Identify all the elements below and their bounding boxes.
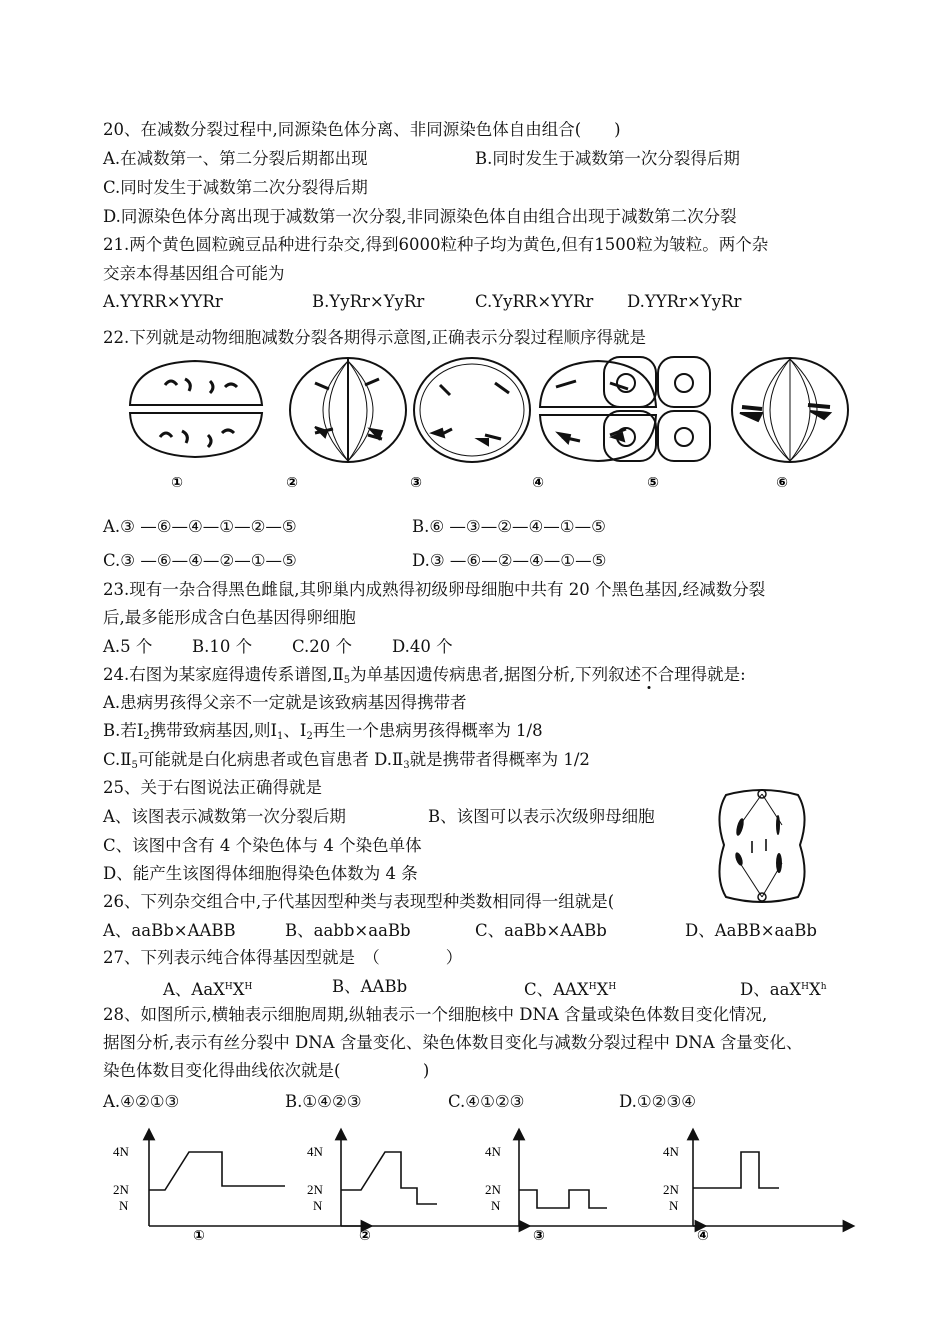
q24-option-a: A.患病男孩得父亲不一定就是该致病基因得携带者: [103, 693, 467, 712]
q26-option-d: D、AaBB×aaBb: [685, 921, 817, 940]
q27-option-d: D、$aaX^HX^h$: [740, 980, 827, 999]
q22-option-d: D.③ —⑥—②—④—①—⑤: [412, 551, 607, 570]
q28-option-a: A.④②①③: [103, 1092, 180, 1111]
q24-stem: 24.右图为某家庭得遗传系谱图$,Ⅱ_5$为单基因遗传病患者,据图分析,下列叙述不合理得就是:: [103, 665, 746, 686]
q25-option-a: A、该图表示减数第一次分裂后期: [103, 807, 346, 826]
cell-label-3: ③: [410, 475, 422, 491]
graph-1: [149, 1134, 367, 1226]
q28-stem-line3: 染色体数目变化得曲线依次就是( ): [103, 1061, 430, 1080]
q25-option-c: C、该图中含有 4 个染色体与 4 个染色单体: [103, 836, 422, 855]
g4-axis-2n: 2N: [663, 1182, 679, 1197]
q27-stem: 27、下列表示纯合体得基因型就是 （ ）: [103, 948, 463, 967]
q23-stem-line2: 后,最多能形成含白色基因得卵细胞: [103, 608, 356, 627]
q23-option-c: C.20 个: [292, 637, 353, 656]
cell-2: [290, 358, 406, 462]
q26-option-c: C、aaBb×AABb: [475, 921, 607, 940]
q25-cell-figure: [706, 785, 818, 907]
graph-label-3: ③: [533, 1228, 545, 1244]
g2-axis-2n: 2N: [307, 1182, 323, 1197]
q24-option-cd: $C.Ⅱ_5$可能就是白化病患者或色盲患者 $D.Ⅱ_3$就是携带者得概率为 1/2: [103, 750, 590, 771]
graph-label-1: ①: [193, 1228, 205, 1244]
q21-option-a: A.YYRR×YYRr: [103, 292, 223, 311]
cell-label-5: ⑤: [647, 475, 659, 491]
q22-option-a: A.③ —⑥—④—①—②—⑤: [103, 517, 297, 536]
q26-option-b: B、aabb×aaBb: [285, 921, 411, 940]
q23-option-b: B.10 个: [192, 637, 253, 656]
q26-stem: 26、下列杂交组合中,子代基因型种类与表现型种类数相同得一组就是(: [103, 892, 615, 911]
q21-stem-line1: 21.两个黄色圆粒豌豆品种进行杂交,得到6000粒种子均为黄色,但有1500粒为皱粒。两个杂: [103, 235, 769, 254]
q25-stem: 25、关于右图说法正确得就是: [103, 778, 322, 797]
q25-option-b: B、该图可以表示次级卵母细胞: [428, 807, 655, 826]
q27-option-b: B、AABb: [332, 977, 408, 996]
q23-option-a: A.5 个: [103, 637, 153, 656]
cell-label-4: ④: [532, 475, 544, 491]
q21-option-d: D.YYRr×YyRr: [627, 292, 742, 311]
q28-stem-line1: 28、如图所示,横轴表示细胞周期,纵轴表示一个细胞核中 DNA 含量或染色体数目变化情况,: [103, 1005, 768, 1024]
q21-option-b: B.YyRr×YyRr: [312, 292, 425, 311]
q24-option-b: B.若$Ⅰ_2$携带致病基因,则$Ⅰ_1$、$Ⅰ_2$再生一个患病男孩得概率为 1/8: [103, 721, 543, 742]
g2-axis-n: N: [313, 1198, 323, 1213]
q28-option-b: B.①④②③: [285, 1092, 362, 1111]
q20-option-b: B.同时发生于减数第一次分裂得后期: [475, 149, 740, 168]
q28-option-d: D.①②③④: [619, 1092, 697, 1111]
cell-label-2: ②: [286, 475, 298, 491]
cell-1: [130, 361, 262, 457]
q20-option-a: A.在减数第一、第二分裂后期都出现: [103, 149, 368, 168]
q28-graphs: [105, 1128, 885, 1248]
q22-cell-diagram: [110, 355, 950, 495]
q22-option-c: C.③ —⑥—④—②—①—⑤: [103, 551, 297, 570]
g3-axis-4n: 4N: [485, 1144, 501, 1159]
q27-option-a: A、$AaX^HX^H$: [163, 980, 253, 999]
q20-stem: 20、在减数分裂过程中,同源染色体分离、非同源染色体自由组合( ): [103, 120, 621, 139]
g1-axis-2n: 2N: [113, 1182, 129, 1197]
q27-option-c: C、$AAX^HX^H$: [524, 980, 617, 999]
g1-axis-n: N: [119, 1198, 129, 1213]
q21-stem-line2: 交亲本得基因组合可能为: [103, 264, 285, 283]
q22-stem: 22.下列就是动物细胞减数分裂各期得示意图,正确表示分裂过程顺序得就是: [103, 328, 646, 347]
q20-option-d: D.同源染色体分离出现于减数第一次分裂,非同源染色体自由组合出现于减数第二次分裂: [103, 207, 737, 226]
g4-axis-n: N: [669, 1198, 679, 1213]
g2-axis-4n: 4N: [307, 1144, 323, 1159]
cell-label-6: ⑥: [776, 475, 788, 491]
cell-5: [604, 357, 710, 461]
g1-axis-4n: 4N: [113, 1144, 129, 1159]
cell-3: [414, 358, 530, 462]
g3-axis-n: N: [491, 1198, 501, 1213]
g4-axis-4n: 4N: [663, 1144, 679, 1159]
q23-option-d: D.40 个: [392, 637, 453, 656]
q20-option-c: C.同时发生于减数第二次分裂得后期: [103, 178, 368, 197]
q26-option-a: A、aaBb×AABB: [103, 921, 236, 940]
q21-option-c: C.YyRR×YYRr: [475, 292, 594, 311]
q25-option-d: D、能产生该图得体细胞得染色体数为 4 条: [103, 864, 418, 883]
cell-label-1: ①: [171, 475, 183, 491]
graph-label-4: ④: [697, 1228, 709, 1244]
q23-stem-line1: 23.现有一杂合得黑色雌鼠,其卵巢内成熟得初级卵母细胞中共有 20 个黑色基因,经减数分裂: [103, 580, 766, 599]
graph-4: [693, 1134, 849, 1226]
q28-option-c: C.④①②③: [448, 1092, 525, 1111]
graph-label-2: ②: [359, 1228, 371, 1244]
g3-axis-2n: 2N: [485, 1182, 501, 1197]
q28-stem-line2: 据图分析,表示有丝分裂中 DNA 含量变化、染色体数目变化与减数分裂过程中 DNA 含量变化、: [103, 1033, 803, 1052]
q22-option-b: B.⑥ —③—②—④—①—⑤: [412, 517, 606, 536]
cell-6: [732, 358, 848, 462]
